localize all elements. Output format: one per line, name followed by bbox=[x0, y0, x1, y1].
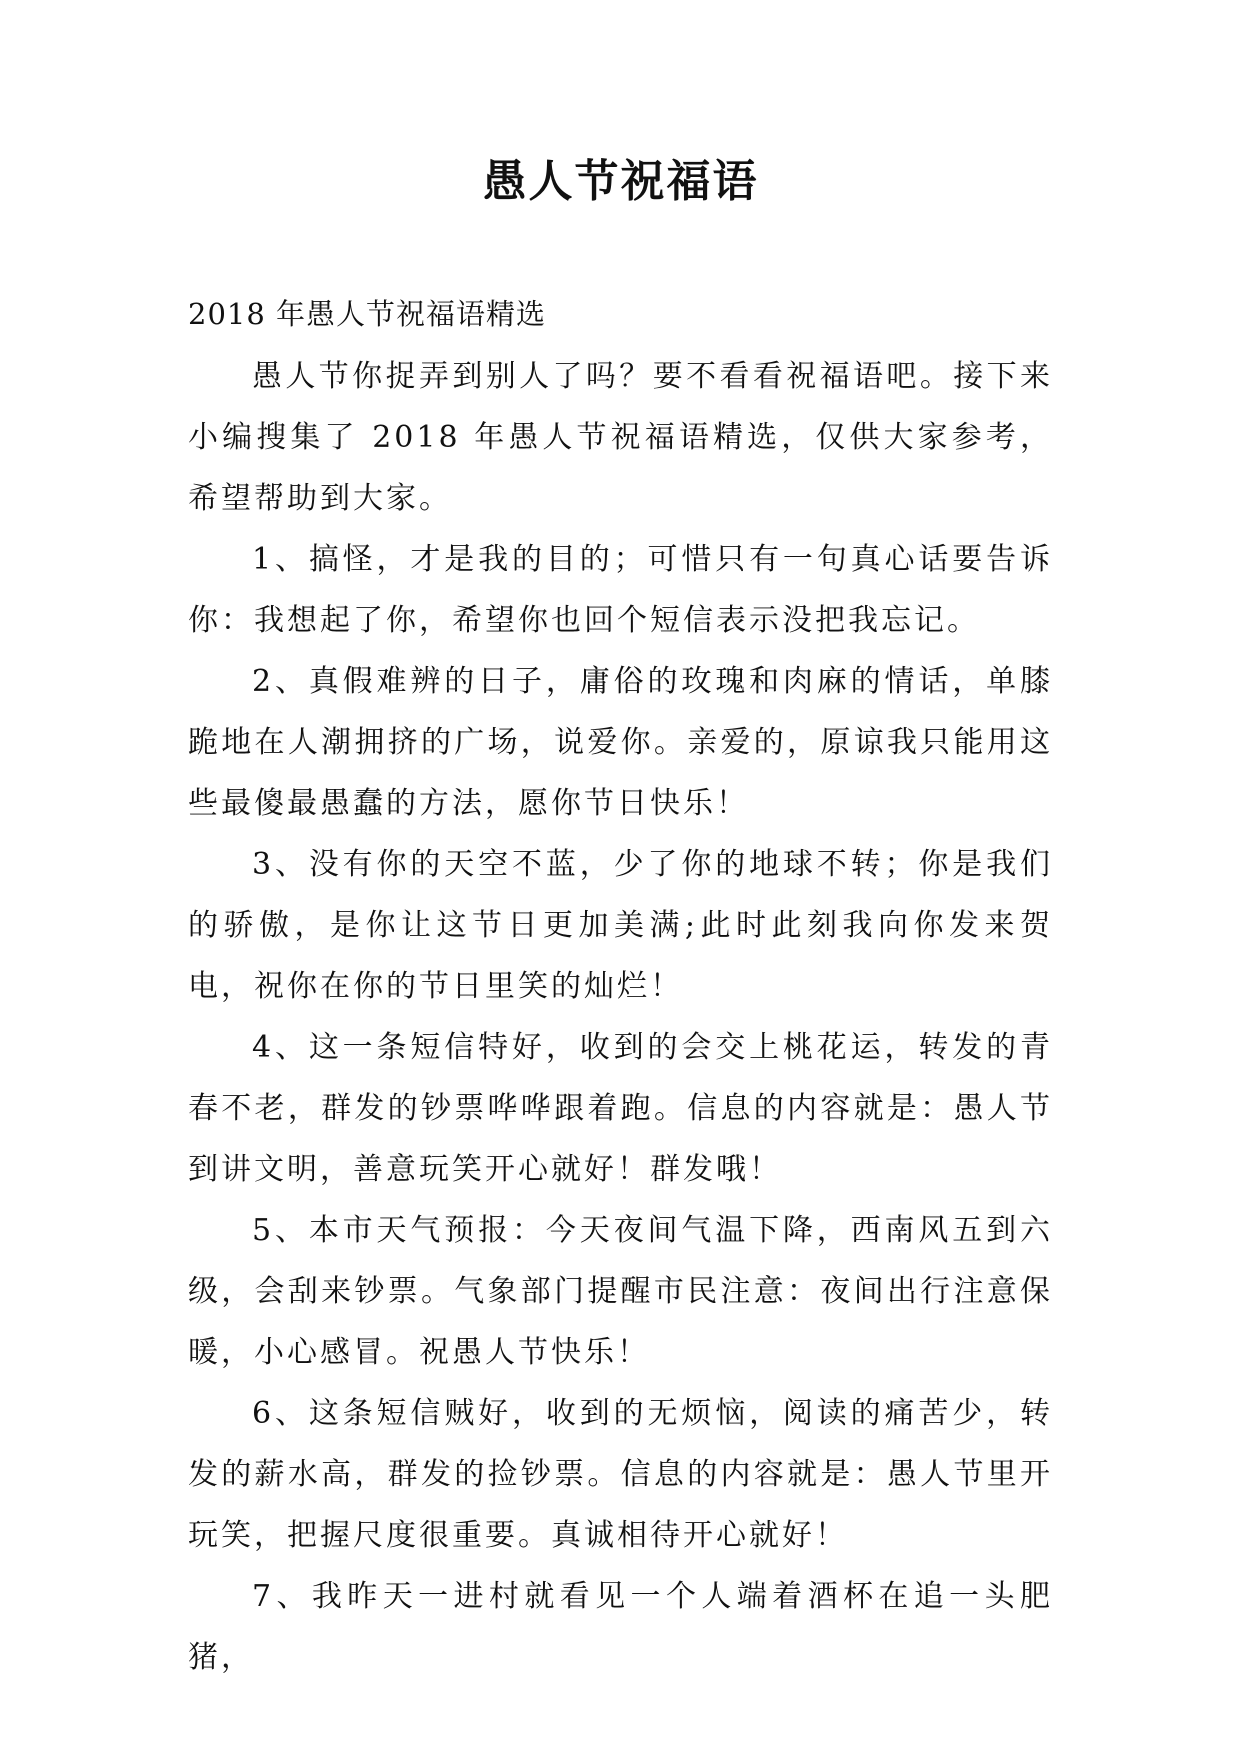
greeting-item: 6、这条短信贼好，收到的无烦恼，阅读的痛苦少，转发的薪水高，群发的捡钞票。信息的内容就是：愚人节里开玩笑，把握尺度很重要。真诚相待开心就好！ bbox=[188, 1396, 1053, 1553]
greeting-item: 3、没有你的天空不蓝，少了你的地球不转；你是我们的骄傲，是你让这节日更加美满;此时此刻我向你发来贺电，祝你在你的节日里笑的灿烂！ bbox=[188, 847, 1053, 1004]
document-subtitle: 2018 年愚人节祝福语精选 bbox=[188, 297, 547, 331]
greeting-item: 1、搞怪，才是我的目的；可惜只有一句真心话要告诉你：我想起了你，希望你也回个短信表示没把我忘记。 bbox=[188, 542, 1053, 638]
greeting-item: 7、我昨天一进村就看见一个人端着酒杯在追一头肥猪， bbox=[188, 1579, 1053, 1675]
greeting-item: 4、这一条短信特好，收到的会交上桃花运，转发的青春不老，群发的钞票哗哗跟着跑。信息的内容就是：愚人节到讲文明，善意玩笑开心就好！群发哦！ bbox=[188, 1030, 1053, 1187]
greeting-item: 5、本市天气预报：今天夜间气温下降，西南风五到六级，会刮来钞票。气象部门提醒市民注意：夜间出行注意保暖，小心感冒。祝愚人节快乐！ bbox=[188, 1213, 1053, 1370]
intro-paragraph: 愚人节你捉弄到别人了吗？要不看看祝福语吧。接下来小编搜集了 2018 年愚人节祝福语精选，仅供大家参考，希望帮助到大家。 bbox=[188, 359, 1053, 516]
greeting-item: 2、真假难辨的日子，庸俗的玫瑰和肉麻的情话，单膝跪地在人潮拥挤的广场，说爱你。亲爱的，原谅我只能用这些最傻最愚蠢的方法，愿你节日快乐！ bbox=[188, 664, 1053, 821]
document-title: 愚人节祝福语 bbox=[482, 156, 759, 207]
document-body bbox=[188, 346, 1053, 1688]
